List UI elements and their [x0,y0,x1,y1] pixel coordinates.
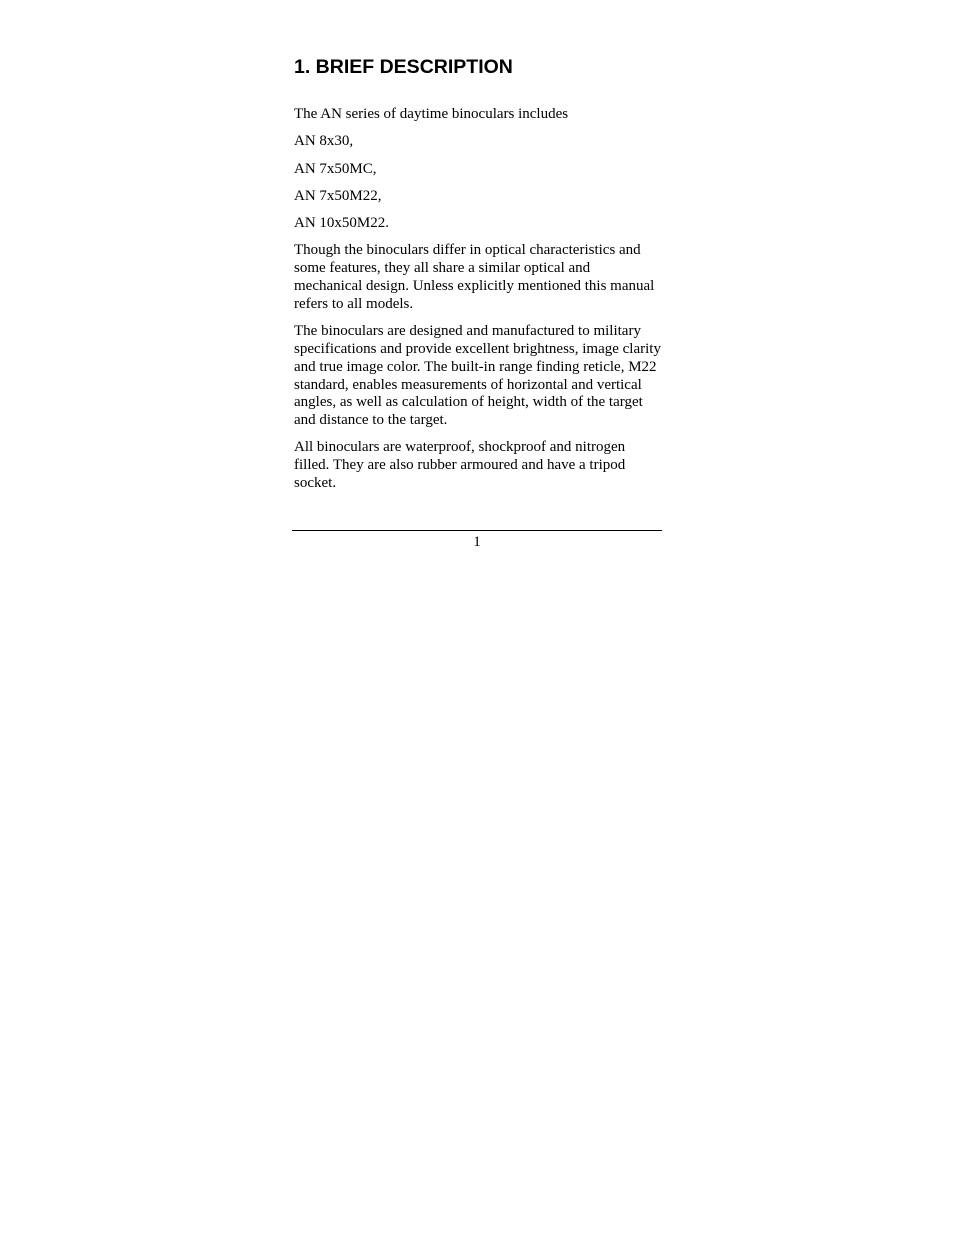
page-number: 1 [473,534,481,550]
body-paragraph-specifications: The binoculars are designed and manufactured to military specifications and provide excellent brightness, image clarity and true image color. The built-in range finding reticle, M22 standard, enables measurements of horizontal and vertical angles, as well as calculation of height, width of the target and distance to the target. [294,323,661,429]
model-item: AN 7x50MC, [294,160,377,177]
model-item: AN 7x50M22, [294,187,382,204]
body-paragraph-features: All binoculars are waterproof, shockproof and nitrogen filled. They are also rubber armoured and have a tripod socket. [294,439,626,492]
section-heading: 1. BRIEF DESCRIPTION [294,56,513,78]
model-item: AN 10x50M22. [294,215,390,232]
model-item: AN 8x30, [294,133,354,150]
intro-paragraph: The AN series of daytime binoculars includes [294,106,569,122]
footer-divider [292,530,662,531]
body-paragraph-design: Though the binoculars differ in optical characteristics and some features, they all share a similar optical and mechanical design. Unless explicitly mentioned this manual refers to all models. [294,242,655,312]
page-content [294,54,662,502]
